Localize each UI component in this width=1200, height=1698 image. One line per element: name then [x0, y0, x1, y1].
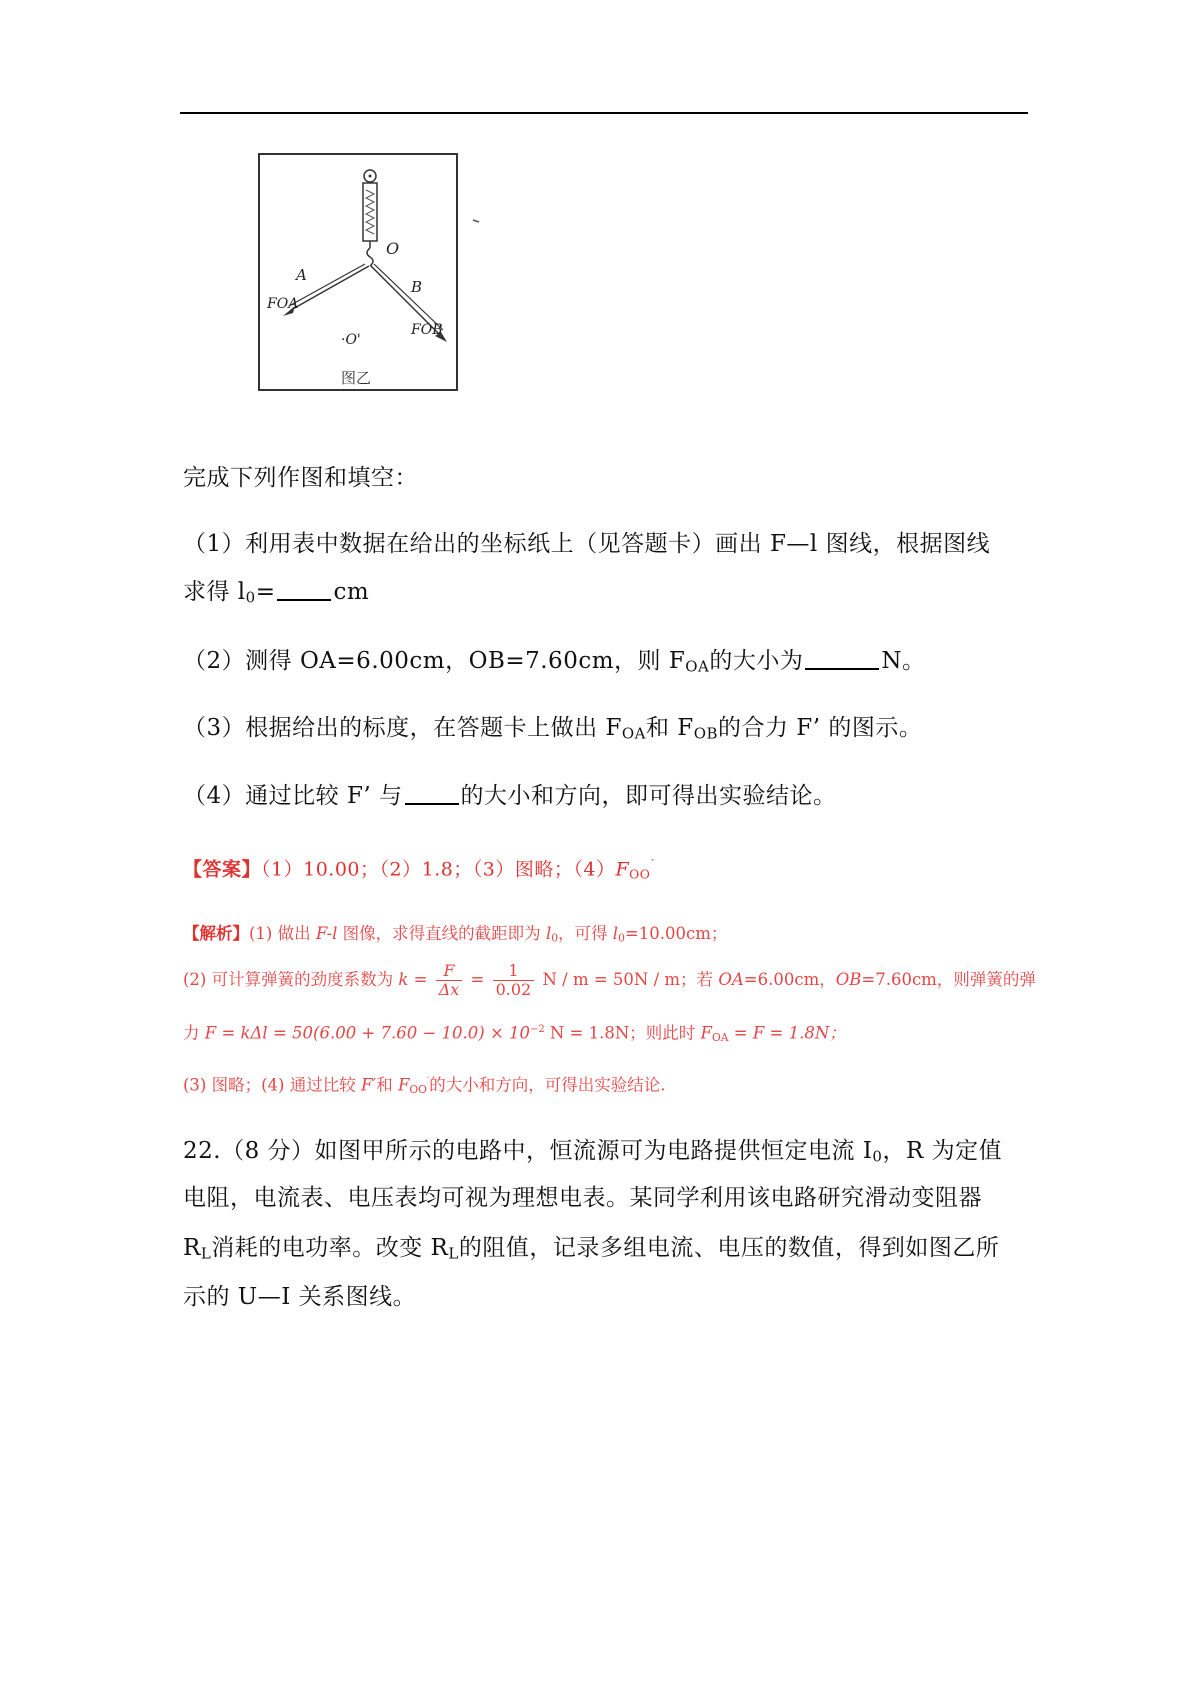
analysis-line-1: 【解析】(1) 做出 F-l 图像，求得直线的截距即为 $l_0$，可得 $l_0=10.00cm$；: [183, 924, 728, 945]
question-4-line: （4）通过比较 F’ 与 的大小和方向，即可得出实验结论。: [183, 783, 837, 809]
analysis-line-3: 力 $F = k\Delta l = 50(6.00 + 7.60 - 10.0) \times 10^{-2}$ N = 1.8N；则此时 $F_{OA} = F = 1.8N$；: [183, 1023, 846, 1045]
header-rule: [180, 112, 1028, 114]
force-experiment-figure: [253, 150, 523, 426]
figure-drawing: [253, 150, 523, 426]
question-3-line: （3）根据给出的标度，在答题卡上做出 $F_{OA}$和 $F_{OB}$的合力 F’ 的图示。: [183, 715, 923, 743]
label-b: B: [411, 278, 423, 296]
answer-line: 【答案】（1）10.00；（2）1.8；（3）图略；$(4)F_{OO}^`$: [183, 857, 657, 882]
label-fob: FOB: [411, 322, 443, 338]
intro-line: 完成下列作图和填空：: [183, 465, 418, 491]
question-1-line-2: 求得 $l_0=$ cm: [183, 579, 370, 607]
label-o: O: [386, 239, 400, 258]
hook: [367, 248, 373, 266]
question-22-line-2: 电阻，电流表、电压表均可视为理想电表。某同学利用该电路研究滑动变阻器: [183, 1185, 982, 1211]
answer-blank-foa[interactable]: [805, 646, 879, 670]
answer-label: 【答案】: [183, 858, 262, 881]
answer-blank-l0[interactable]: [277, 577, 331, 601]
analysis-line-4: (3) 图略；(4) 通过比较 F′和 $F_{OO}'$的大小和方向，可得出实验结论.: [183, 1075, 666, 1097]
label-o-prime: ·O': [341, 332, 361, 348]
question-22-line-1: 22.（8 分）如图甲所示的电路中，恒流源可为电路提供恒定电流 $I_0$，R 为定值: [183, 1138, 1003, 1166]
label-a: A: [296, 266, 307, 284]
figure-caption: 图乙: [341, 369, 372, 387]
fraction-1-over-002: $\frac{1}{0.02}$: [493, 962, 535, 999]
question-1-line-1: （1）利用表中数据在给出的坐标纸上（见答题卡）画出 F—l 图线，根据图线: [183, 531, 991, 557]
label-foa: FOA: [267, 296, 299, 312]
question-22-line-3: $R_L$消耗的电功率。改变 $R_L$的阻值，记录多组电流、电压的数值，得到如图乙所: [183, 1235, 1000, 1263]
fraction-f-over-dx: $\frac{F}{\Delta x}$: [436, 962, 463, 999]
question-22-line-4: 示的 U—I 关系图线。: [183, 1284, 417, 1310]
analysis-label: 【解析】: [183, 924, 249, 943]
analysis-line-2: (2) 可计算弹簧的劲度系数为 k = $\frac{F}{\Delta x}$ = $\frac{1}{0.02}$ N / m = 50N / m；若 OA=6.00cm，OB=7.60cm，则弹簧的弹: [183, 961, 1036, 999]
question-2-line: （2）测得 OA=6.00cm，OB=7.60cm，则 $F_{OA}$的大小为 N。: [183, 648, 926, 676]
answer-blank-compare[interactable]: [405, 781, 459, 805]
